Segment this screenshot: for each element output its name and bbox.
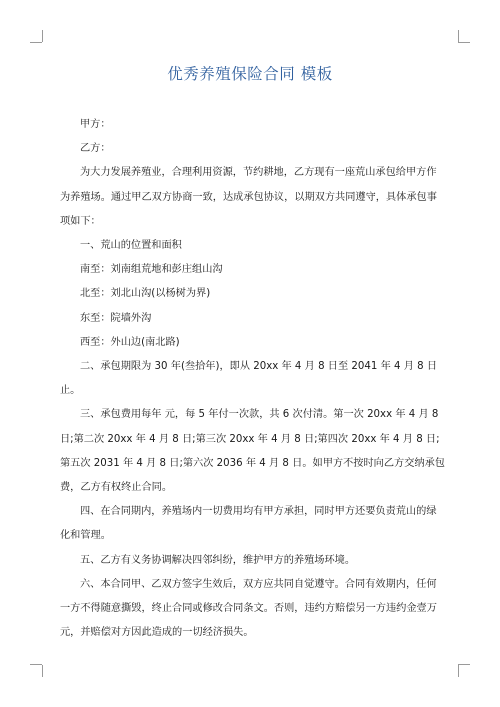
section-1-heading: 一、荒山的位置和面积 xyxy=(80,240,182,252)
crop-mark-bottom-right-v xyxy=(458,665,459,677)
document-title: 优秀养殖保险合同 模板 xyxy=(167,65,333,83)
document-body xyxy=(60,113,446,645)
crop-mark-top-left-h xyxy=(30,42,42,43)
crop-mark-top-left-v xyxy=(42,30,43,42)
boundary-south: 南至：刘南组荒地和彭庄组山沟 xyxy=(80,264,223,276)
section-3-paragraph: 三、承包费用每年 元，每 5 年付一次款，共 6 次付清。第一次 20xx 年 4 月 8 日;第二次 20xx 年 4 月 8 日;第三次 20xx 年 4 月 8 日;第四次 20xx 年 4 月 8 日;第五次 2031 年 4 月 8 日;第六次 2036 年 4 月 8 日。如甲方不按时向乙方交纳承包费，乙方有权终止合同。 xyxy=(60,409,445,494)
crop-mark-bottom-right-h xyxy=(458,664,470,665)
section-4-paragraph: 四、在合同期内，养殖场内一切费用均有甲方承担，同时甲方还要负责荒山的绿化和管理。 xyxy=(60,506,437,542)
crop-mark-top-right-v xyxy=(458,30,459,42)
section-5-paragraph: 五、乙方有义务协调解决四邻纠纷，维护甲方的养殖场环境。 xyxy=(80,554,356,566)
crop-mark-bottom-left-h xyxy=(30,664,42,665)
boundary-north: 北至：刘北山沟(以杨树为界) xyxy=(80,288,211,300)
party-b-line: 乙方： xyxy=(80,143,111,155)
boundary-west: 西至：外山边(南北路) xyxy=(80,336,180,348)
intro-paragraph: 为大力发展养殖业，合理利用资源，节约耕地，乙方现有一座荒山承包给甲方作为养殖场。通过甲乙双方协商一致，达成承包协议，以期双方共同遵守，具体承包事项如下： xyxy=(60,167,437,227)
boundary-east: 东至：院墙外沟 xyxy=(80,312,152,324)
crop-mark-top-right-h xyxy=(458,42,470,43)
party-a-line: 甲方： xyxy=(80,119,111,130)
section-2-paragraph: 二、承包期限为 30 年(叁拾年)，即从 20xx 年 4 月 8 日至 2041 年 4 月 8 日止。 xyxy=(60,361,438,397)
section-6-paragraph: 六、本合同甲、乙双方签字生效后，双方应共同自觉遵守。合同有效期内，任何一方不得随意撕毁，终止合同或修改合同条文。否则，违约方赔偿另一方违约金壹万元，并赔偿对方因此造成的一切经济损失。 xyxy=(60,578,437,639)
crop-mark-bottom-left-v xyxy=(42,665,43,677)
